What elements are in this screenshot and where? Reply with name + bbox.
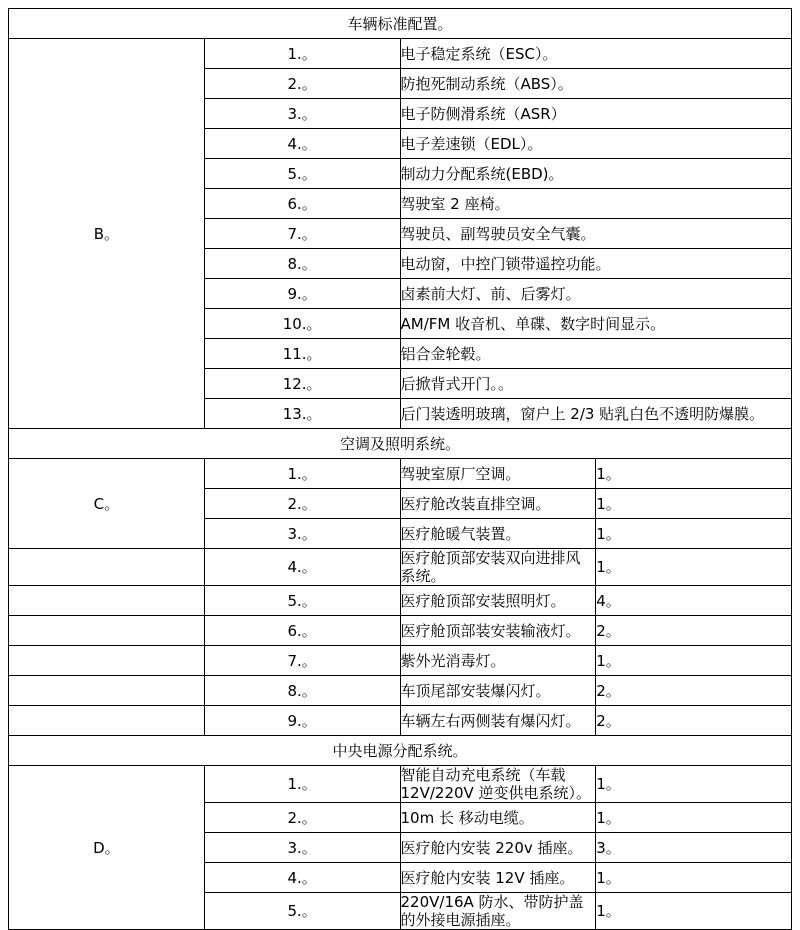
row-description: 铝合金轮毂。 xyxy=(400,339,792,369)
group-label-spacer xyxy=(9,586,205,616)
section-title-text: 中央电源分配系统。 xyxy=(332,741,468,760)
row-quantity: 1。 xyxy=(596,766,792,803)
row-number: 5.。 xyxy=(204,586,400,616)
row-quantity: 1。 xyxy=(596,646,792,676)
row-quantity: 1。 xyxy=(596,489,792,519)
row-quantity: 1。 xyxy=(596,893,792,930)
row-number: 11.。 xyxy=(204,339,400,369)
row-description: 卤素前大灯、前、后雾灯。 xyxy=(400,279,792,309)
row-quantity: 1。 xyxy=(596,519,792,549)
row-description: 驾驶室 2 座椅。 xyxy=(400,189,792,219)
row-number: 9.。 xyxy=(204,706,400,736)
row-quantity: 1。 xyxy=(596,803,792,833)
row-number: 5.。 xyxy=(204,159,400,189)
row-quantity: 2。 xyxy=(596,616,792,646)
row-description: 医疗舱暖气装置。 xyxy=(400,519,596,549)
section-title-row xyxy=(9,9,792,39)
row-description: 220V/16A 防水、带防护盖的外接电源插座。 xyxy=(400,893,596,930)
table-row xyxy=(9,766,792,803)
row-quantity: 2。 xyxy=(596,706,792,736)
group-label-spacer xyxy=(9,549,205,586)
table-row xyxy=(9,549,792,586)
row-description: 后门装透明玻璃，窗户上 2/3 贴乳白色不透明防爆膜。 xyxy=(400,399,792,429)
table-body xyxy=(9,9,792,930)
table-row xyxy=(9,586,792,616)
row-description: 车顶尾部安装爆闪灯。 xyxy=(400,676,596,706)
section-title-cell xyxy=(9,736,792,766)
row-quantity: 2。 xyxy=(596,676,792,706)
table-row xyxy=(9,676,792,706)
section-title-text: 车辆标准配置。 xyxy=(347,14,453,33)
row-number: 5.。 xyxy=(204,893,400,930)
section-title-row xyxy=(9,736,792,766)
row-quantity: 4。 xyxy=(596,586,792,616)
row-description: AM/FM 收音机、单碟、数字时间显示。 xyxy=(400,309,792,339)
row-number: 1.。 xyxy=(204,766,400,803)
row-description: 驾驶员、副驾驶员安全气囊。 xyxy=(400,219,792,249)
row-number: 3.。 xyxy=(204,833,400,863)
row-number: 7.。 xyxy=(204,646,400,676)
section-title-text: 空调及照明系统。 xyxy=(339,434,460,453)
row-description: 电子差速锁（EDL）。 xyxy=(400,129,792,159)
table-row xyxy=(9,39,792,69)
row-number: 4.。 xyxy=(204,549,400,586)
row-description: 紫外光消毒灯。 xyxy=(400,646,596,676)
row-number: 4.。 xyxy=(204,129,400,159)
table-row xyxy=(9,706,792,736)
row-number: 4.。 xyxy=(204,863,400,893)
row-number: 3.。 xyxy=(204,519,400,549)
group-label-b: B。 xyxy=(9,39,205,429)
section-title-cell xyxy=(9,429,792,459)
row-description: 后掀背式开门。。 xyxy=(400,369,792,399)
row-number: 7.。 xyxy=(204,219,400,249)
row-number: 2.。 xyxy=(204,803,400,833)
group-label-c: C。 xyxy=(9,459,205,549)
row-number: 12.。 xyxy=(204,369,400,399)
row-number: 8.。 xyxy=(204,676,400,706)
table-row xyxy=(9,646,792,676)
row-description: 医疗舱顶部安装照明灯。 xyxy=(400,586,596,616)
group-label-spacer xyxy=(9,616,205,646)
row-description: 10m 长 移动电缆。 xyxy=(400,803,596,833)
row-description: 智能自动充电系统（车载 12V/220V 逆变供电系统）。 xyxy=(400,766,596,803)
row-description: 电子稳定系统（ESC）。 xyxy=(400,39,792,69)
row-description: 制动力分配系统(EBD)。 xyxy=(400,159,792,189)
row-description: 医疗舱顶部安装双向进排风系统。 xyxy=(400,549,596,586)
row-description: 医疗舱改装直排空调。 xyxy=(400,489,596,519)
row-number: 10.。 xyxy=(204,309,400,339)
row-number: 13.。 xyxy=(204,399,400,429)
table-row xyxy=(9,459,792,489)
row-description: 电子防侧滑系统（ASR） xyxy=(400,99,792,129)
group-label-spacer xyxy=(9,646,205,676)
group-label-spacer xyxy=(9,676,205,706)
group-label-spacer xyxy=(9,706,205,736)
row-description: 医疗舱顶部装安装输液灯。 xyxy=(400,616,596,646)
row-number: 6.。 xyxy=(204,189,400,219)
row-number: 9.。 xyxy=(204,279,400,309)
row-number: 2.。 xyxy=(204,69,400,99)
row-number: 6.。 xyxy=(204,616,400,646)
row-description: 车辆左右两侧装有爆闪灯。 xyxy=(400,706,596,736)
row-number: 2.。 xyxy=(204,489,400,519)
specification-table xyxy=(8,8,792,930)
row-description: 医疗舱内安装 12V 插座。 xyxy=(400,863,596,893)
table-row xyxy=(9,616,792,646)
row-description: 驾驶室原厂空调。 xyxy=(400,459,596,489)
row-description: 电动窗，中控门锁带遥控功能。 xyxy=(400,249,792,279)
row-description: 医疗舱内安装 220v 插座。 xyxy=(400,833,596,863)
row-quantity: 3。 xyxy=(596,833,792,863)
row-description: 防抱死制动系统（ABS）。 xyxy=(400,69,792,99)
row-number: 1.。 xyxy=(204,39,400,69)
row-number: 3.。 xyxy=(204,99,400,129)
row-quantity: 1。 xyxy=(596,549,792,586)
row-quantity: 1。 xyxy=(596,863,792,893)
group-label-d: D。 xyxy=(9,766,205,930)
row-number: 1.。 xyxy=(204,459,400,489)
section-title-row xyxy=(9,429,792,459)
row-quantity: 1。 xyxy=(596,459,792,489)
row-number: 8.。 xyxy=(204,249,400,279)
section-title-cell xyxy=(9,9,792,39)
